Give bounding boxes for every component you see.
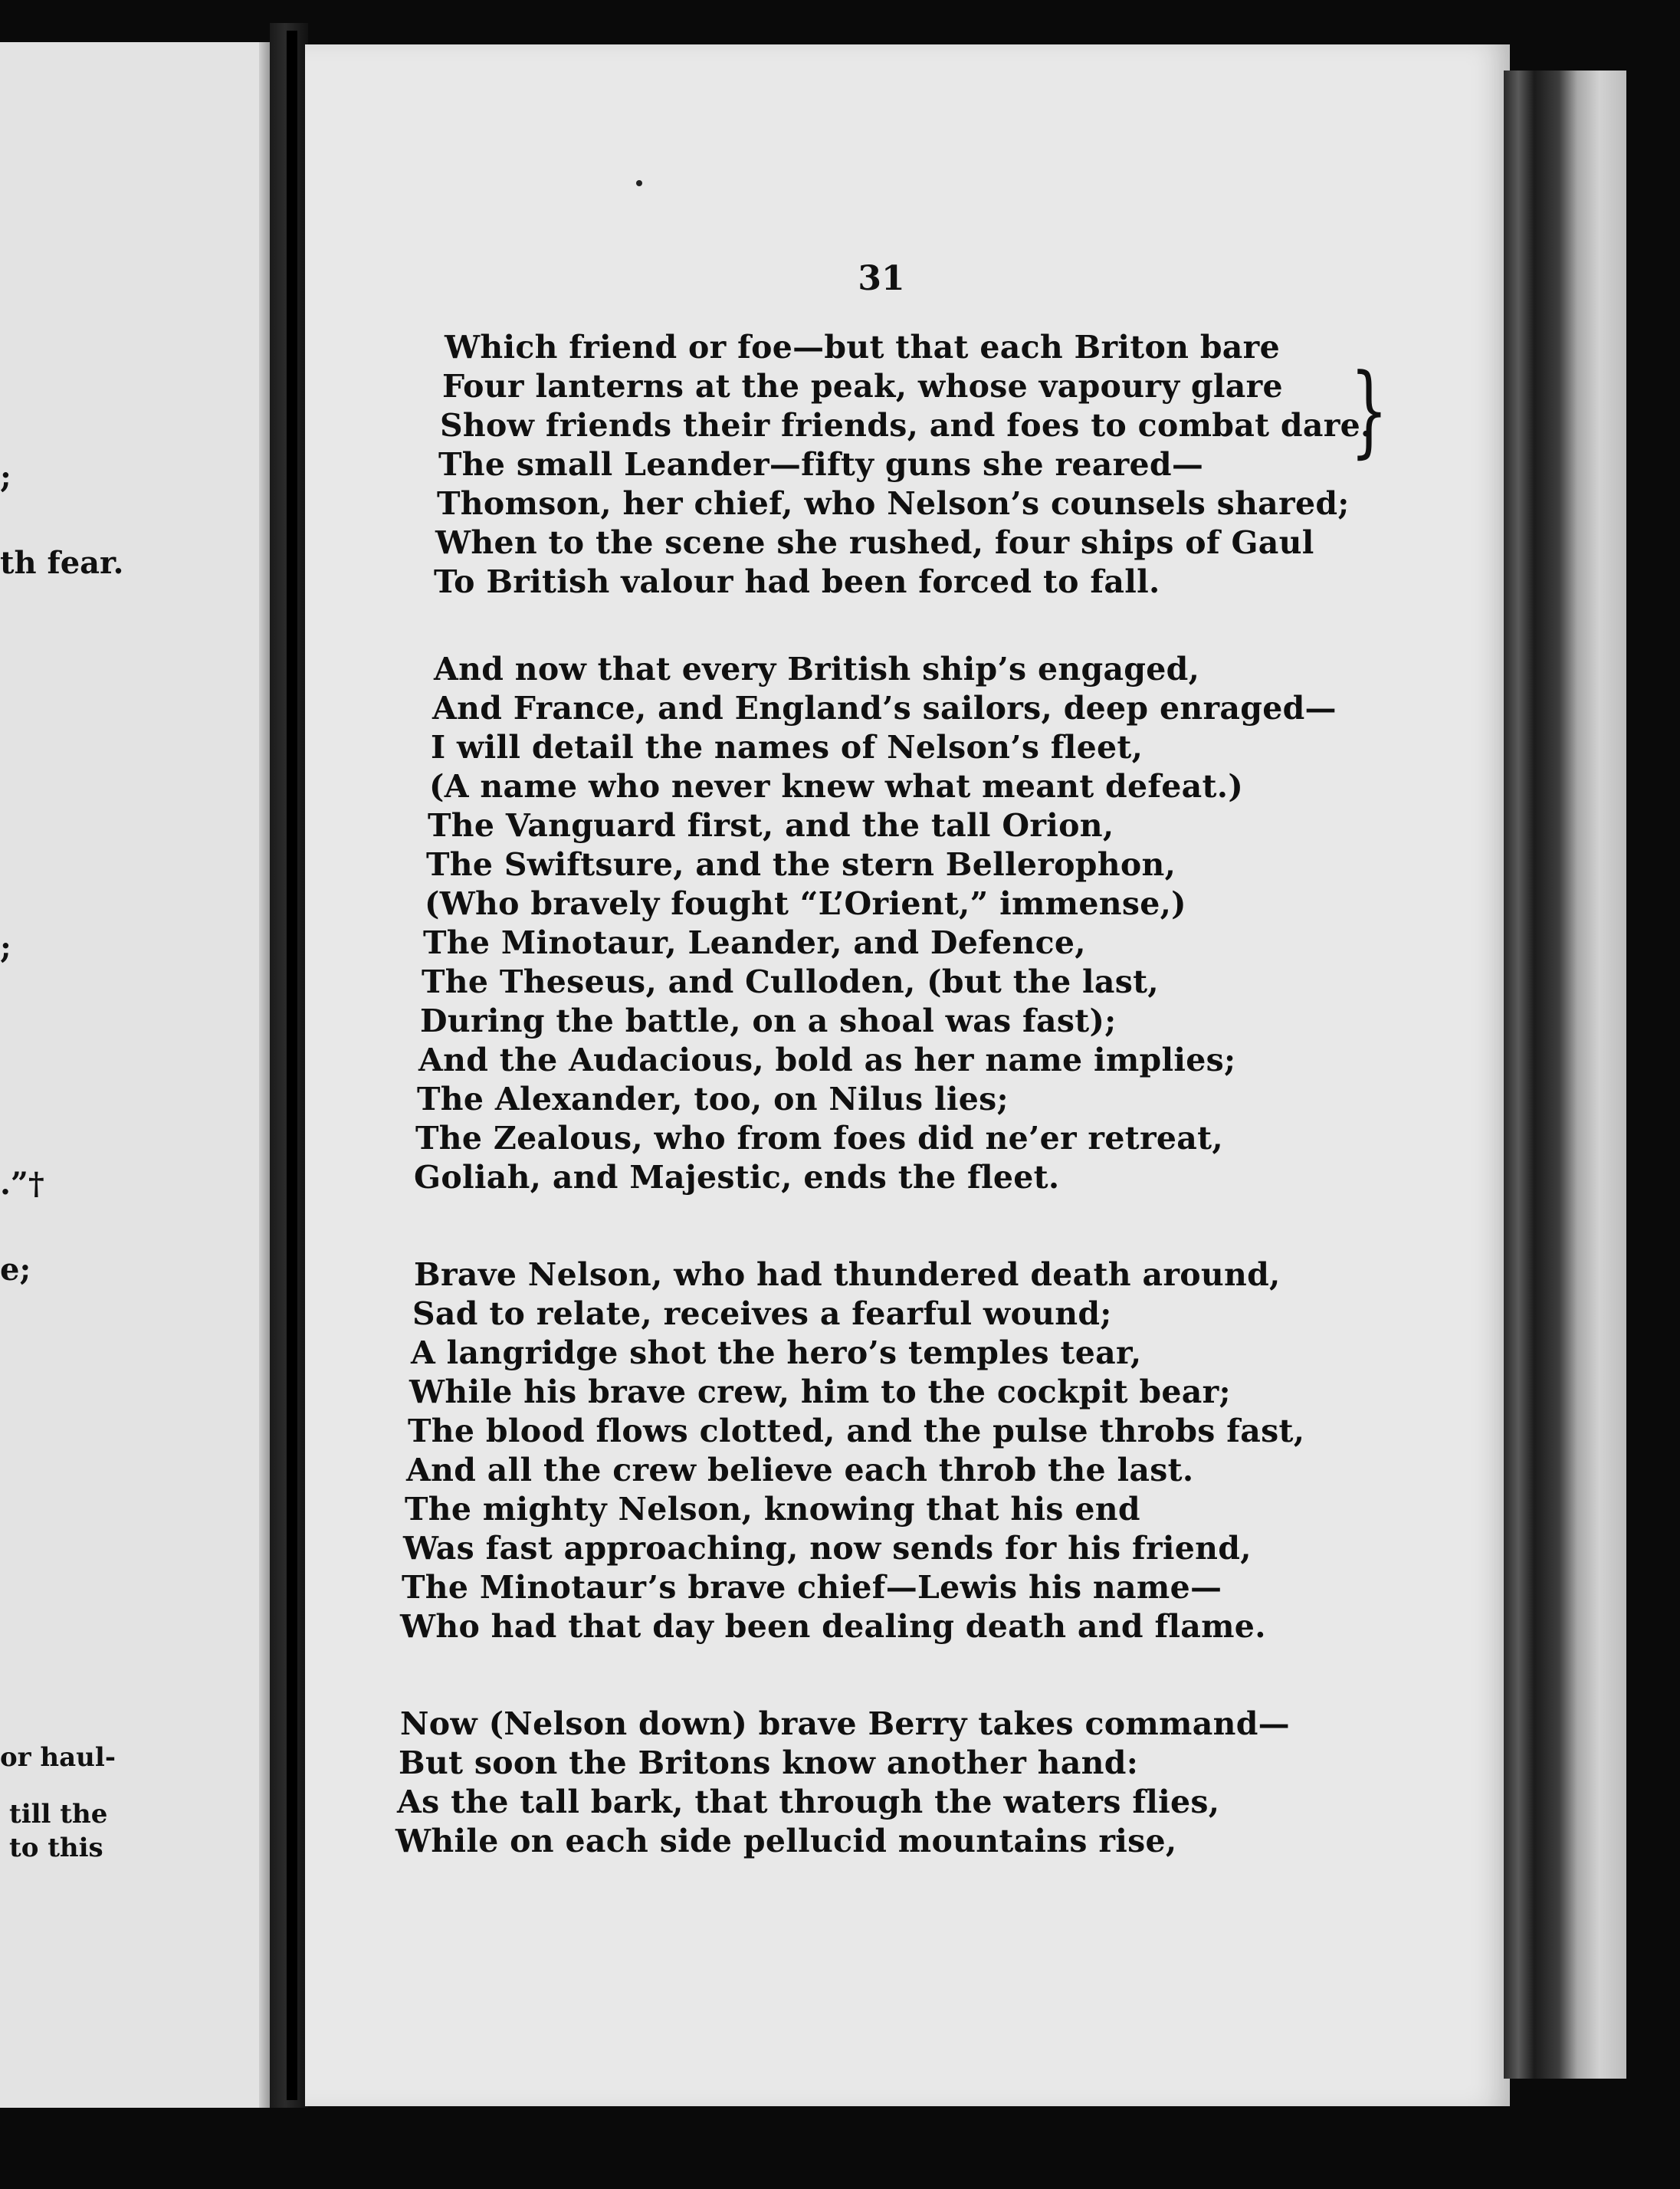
- left-page-snippet: ;: [0, 459, 11, 495]
- triplet-brace: }: [1350, 352, 1389, 468]
- verse-line: The blood flows clotted, and the pulse throbs fast,: [408, 1413, 1305, 1449]
- verse-line: Four lanterns at the peak, whose vapoury glare: [442, 368, 1283, 405]
- page-number: 31: [858, 259, 905, 298]
- verse-line: Show friends their friends, and foes to combat dare.: [440, 407, 1372, 444]
- left-page-snippet: or haul-: [0, 1742, 116, 1773]
- verse-line: The small Leander—fifty guns she reared—: [438, 446, 1204, 483]
- verse-line: Sad to relate, receives a fearful wound;: [412, 1295, 1112, 1332]
- verse-line: While his brave crew, him to the cockpit bear;: [409, 1373, 1231, 1410]
- verse-line: When to the scene she rushed, four ships of Gaul: [435, 524, 1314, 561]
- left-page-snippet: till the: [9, 1799, 108, 1830]
- left-page-snippet: ;: [0, 930, 11, 966]
- verse-line: Who had that day been dealing death and flame.: [400, 1608, 1266, 1645]
- verse-line: (A name who never knew what meant defeat.): [429, 768, 1244, 805]
- verse-line: The Zealous, who from foes did ne’er retreat,: [415, 1120, 1223, 1157]
- verse-line: And all the crew believe each throb the last.: [406, 1452, 1194, 1488]
- left-page-snippet: to this: [9, 1833, 103, 1863]
- verse-line: The Swiftsure, and the stern Bellerophon,: [426, 846, 1176, 883]
- verse-line: The Minotaur’s brave chief—Lewis his name—: [402, 1569, 1222, 1606]
- verse-line: (Who bravely fought “L’Orient,” immense,): [425, 885, 1186, 922]
- verse-line: The Vanguard first, and the tall Orion,: [428, 807, 1114, 844]
- verse-line: Was fast approaching, now sends for his friend,: [403, 1530, 1252, 1567]
- verse-line: As the tall bark, that through the waters flies,: [397, 1784, 1220, 1820]
- left-page-snippet: e;: [0, 1252, 31, 1288]
- verse-line: I will detail the names of Nelson’s fleet,: [431, 729, 1144, 766]
- gutter-fold: [287, 31, 297, 2100]
- verse-line: The Alexander, too, on Nilus lies;: [417, 1081, 1009, 1117]
- verse-line: And France, and England’s sailors, deep enraged—: [432, 690, 1337, 727]
- left-page-snippet: th fear.: [0, 545, 124, 581]
- verse-line: The Minotaur, Leander, and Defence,: [423, 924, 1086, 961]
- left-page-edge: [259, 42, 270, 2108]
- verse-line: And now that every British ship’s engaged,: [434, 651, 1200, 688]
- verse-line: Brave Nelson, who had thundered death around,: [414, 1256, 1281, 1293]
- verse-line: While on each side pellucid mountains rise,: [395, 1823, 1177, 1859]
- stacked-page-edges: [1504, 71, 1626, 2079]
- verse-line: A langridge shot the hero’s temples tear,: [411, 1334, 1142, 1371]
- verse-line: Now (Nelson down) brave Berry takes command—: [400, 1705, 1290, 1742]
- verse-line: And the Audacious, bold as her name implies;: [418, 1042, 1236, 1078]
- left-page-snippet: .”†: [0, 1166, 44, 1202]
- verse-line: To British valour had been forced to fall.: [434, 563, 1160, 600]
- ink-speck: [636, 180, 642, 186]
- verse-line: The Theseus, and Culloden, (but the last,: [422, 963, 1159, 1000]
- verse-line: Thomson, her chief, who Nelson’s counsels shared;: [437, 485, 1350, 522]
- verse-line: Which friend or foe—but that each Briton bare: [445, 329, 1280, 366]
- verse-line: Goliah, and Majestic, ends the fleet.: [414, 1159, 1060, 1196]
- left-facing-page: [0, 42, 270, 2108]
- verse-line: But soon the Britons know another hand:: [399, 1744, 1139, 1781]
- verse-line: The mighty Nelson, knowing that his end: [405, 1491, 1140, 1528]
- verse-line: During the battle, on a shoal was fast);: [420, 1003, 1117, 1039]
